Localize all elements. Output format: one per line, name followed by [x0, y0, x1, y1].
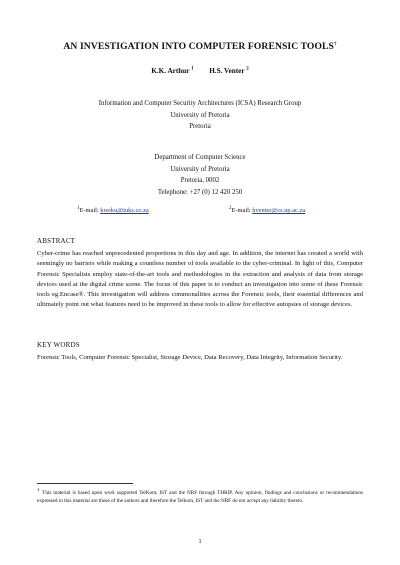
affiliation-line: University of Pretoria — [170, 165, 230, 173]
email-marker: 1 — [77, 205, 80, 211]
author-list — [0, 67, 400, 75]
paper-title — [0, 41, 400, 52]
email-entry-2 — [229, 207, 305, 214]
telephone-line: Telephone: +27 (0) 12 420 250 — [157, 188, 243, 196]
author-name: K.K. Arthur — [151, 67, 190, 75]
email-label: E-mail: — [231, 207, 253, 214]
affiliation-line: Pretoria, 0002 — [180, 177, 220, 184]
title-text: AN INVESTIGATION INTO COMPUTER FORENSIC TOOLS — [63, 41, 334, 52]
affiliation-line: Information and Computer Security Architectures (ICSA) Research Group — [98, 100, 302, 107]
keywords-heading: KEY WORDS — [37, 341, 80, 349]
footnote — [37, 489, 363, 506]
footnote-divider — [37, 483, 133, 484]
email-label: E-mail: — [79, 207, 101, 214]
author-name: H.S. Venter — [209, 67, 245, 75]
email-link-kweku[interactable]: kweku@tuks.co.za — [100, 207, 149, 214]
affiliation-department — [0, 152, 400, 198]
page-number: 1 — [198, 538, 202, 545]
affiliation-line: Pretoria — [189, 123, 211, 130]
keywords-text: Forensic Tools, Computer Forensic Specialist, Storage Device, Data Recovery, Data Integrity, Information Security. — [37, 354, 343, 361]
author-marker: 2 — [246, 66, 249, 72]
author-marker: 1 — [191, 66, 194, 72]
abstract-heading: ABSTRACT — [37, 237, 76, 245]
email-link-hventer[interactable]: hventer@cs.up.ac.za — [252, 207, 306, 214]
footnote-marker: † — [37, 488, 41, 494]
affiliation-line: Department of Computer Science — [154, 154, 246, 161]
affiliation-line: University of Pretoria — [170, 111, 230, 119]
abstract-text: Cyber-crime has reached unprecedented proportions in this day and age. In addition, the internet has created a world with seemingly no barriers while making a countless number of tools available to the cyber-criminal. In light of this, Computer Forensic Specialists employ state-of-the-art tools and methodologies in the extraction and analysis of data from storage devices used at the digital crime scene. The focus of this paper is to conduct an investigation into some of these Forensic tools eg.Encase®. This investigation will address commonalities across the Forensic tools, their essential differences and ultimately point out what features need to be improved in these tools to allow for effective autopsies of storage devices. — [37, 250, 363, 309]
email-entry-1 — [77, 207, 149, 214]
title-footnote-marker: † — [334, 41, 337, 47]
footnote-text: This material is based upon work supported TelKom, IST and the NRF through THRIP. Any opinion, findings and conclusions or recommendations expressed in this material are those of the authors and therefore the Telkom, IST and the NRF do not accept any liability thereto. — [37, 490, 364, 505]
affiliation-research-group — [0, 98, 400, 133]
email-marker: 2 — [229, 205, 232, 211]
